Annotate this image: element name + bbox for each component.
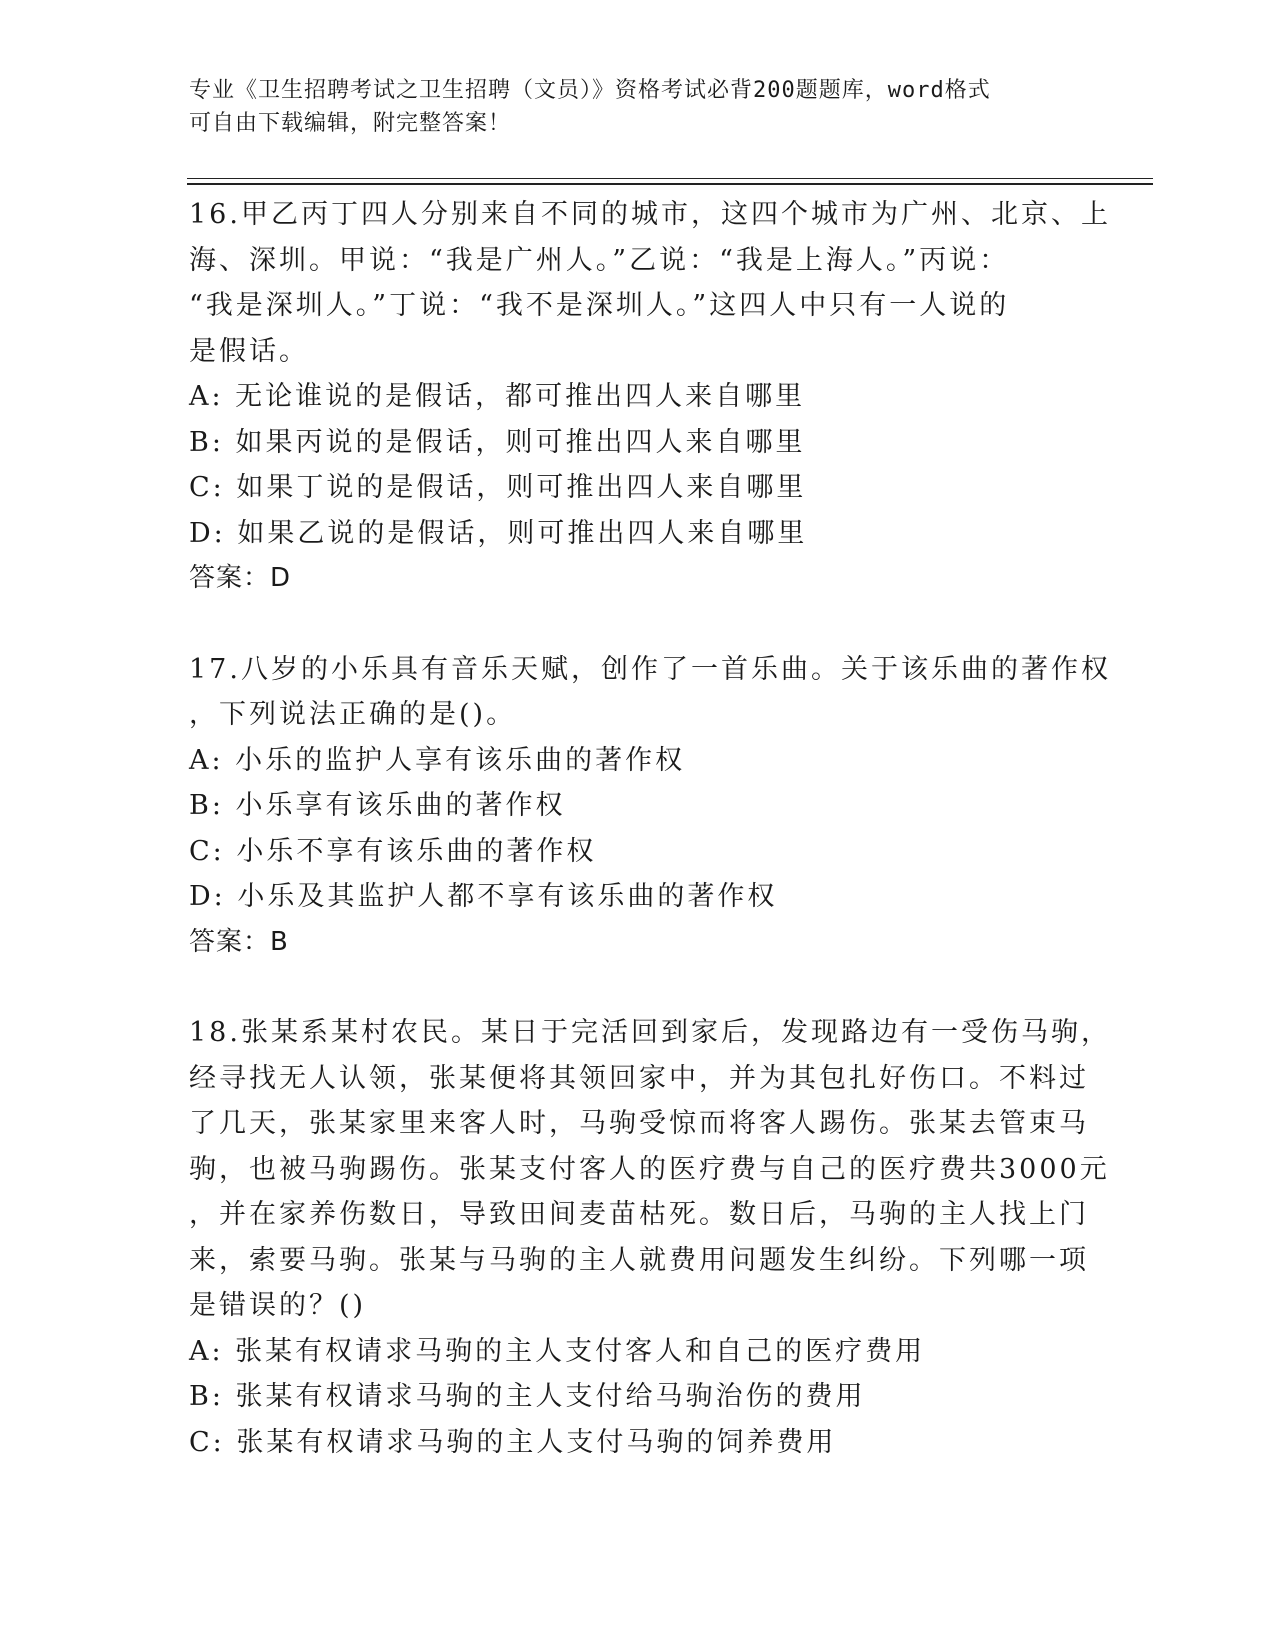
option-c: C: 小乐不享有该乐曲的著作权 bbox=[189, 835, 597, 867]
question-stem-line: 来，索要马驹。张某与马驹的主人就费用问题发生纠纷。下列哪一项 bbox=[189, 1244, 1089, 1276]
option-c: C: 如果丁说的是假话，则可推出四人来自哪里 bbox=[189, 472, 807, 503]
option-d: D: 小乐及其监护人都不享有该乐曲的著作权 bbox=[189, 881, 778, 912]
question-stem-line: 是错误的？() bbox=[189, 1290, 367, 1321]
question-stem-line: 经寻找无人认领，张某便将其领回家中，并为其包扎好伤口。不料过 bbox=[189, 1062, 1089, 1094]
question-stem-line: “我是深圳人。”丁说：“我不是深圳人。”这四人中只有一人说的 bbox=[189, 290, 1010, 321]
question-16 bbox=[189, 192, 1111, 602]
option-b: B: 张某有权请求马驹的主人支付给马驹治伤的费用 bbox=[189, 1381, 866, 1412]
question-stem-line: 是假话。 bbox=[189, 335, 309, 367]
header-line-2: 可自由下载编辑，附完整答案！ bbox=[189, 111, 512, 136]
question-17 bbox=[189, 647, 1111, 966]
answer-line: 答案：B bbox=[189, 926, 289, 957]
document-header bbox=[189, 74, 1089, 140]
option-a: A: 张某有权请求马驹的主人支付客人和自己的医疗费用 bbox=[189, 1335, 926, 1367]
header-line-1: 专业《卫生招聘考试之卫生招聘（文员）》资格考试必背200题题库，word格式 bbox=[189, 78, 991, 103]
option-d: D: 如果乙说的是假话，则可推出四人来自哪里 bbox=[189, 517, 808, 549]
question-stem-line: ，下列说法正确的是()。 bbox=[189, 699, 517, 730]
question-stem-line: 驹，也被马驹踢伤。张某支付客人的医疗费与自己的医疗费共3000元 bbox=[189, 1153, 1110, 1185]
header-divider-thick bbox=[187, 183, 1153, 185]
question-list bbox=[189, 192, 1111, 1465]
option-b: B: 小乐享有该乐曲的著作权 bbox=[189, 790, 566, 821]
question-stem-line: 海、深圳。甲说：“我是广州人。”乙说：“我是上海人。”丙说： bbox=[189, 244, 1010, 276]
option-b: B: 如果丙说的是假话，则可推出四人来自哪里 bbox=[189, 426, 806, 458]
question-stem-line: 16.甲乙丙丁四人分别来自不同的城市，这四个城市为广州、北京、上 bbox=[189, 199, 1111, 230]
spacer bbox=[189, 965, 1089, 1010]
question-stem-line: 17.八岁的小乐具有音乐天赋，创作了一首乐曲。关于该乐曲的著作权 bbox=[189, 653, 1111, 685]
option-a: A: 小乐的监护人享有该乐曲的著作权 bbox=[189, 744, 686, 776]
header-divider-thin bbox=[187, 178, 1153, 179]
question-stem-line: 18.张某系某村农民。某日于完活回到家后，发现路边有一受伤马驹， bbox=[189, 1017, 1111, 1048]
option-a: A: 无论谁说的是假话，都可推出四人来自哪里 bbox=[189, 381, 806, 412]
answer-line: 答案：D bbox=[189, 563, 292, 593]
spacer bbox=[189, 602, 1089, 647]
option-c: C: 张某有权请求马驹的主人支付马驹的饲养费用 bbox=[189, 1426, 837, 1458]
question-stem-line: 了几天，张某家里来客人时，马驹受惊而将客人踢伤。张某去管束马 bbox=[189, 1108, 1089, 1139]
question-18 bbox=[189, 1010, 1111, 1465]
question-stem-line: ，并在家养伤数日，导致田间麦苗枯死。数日后，马驹的主人找上门 bbox=[189, 1199, 1089, 1230]
